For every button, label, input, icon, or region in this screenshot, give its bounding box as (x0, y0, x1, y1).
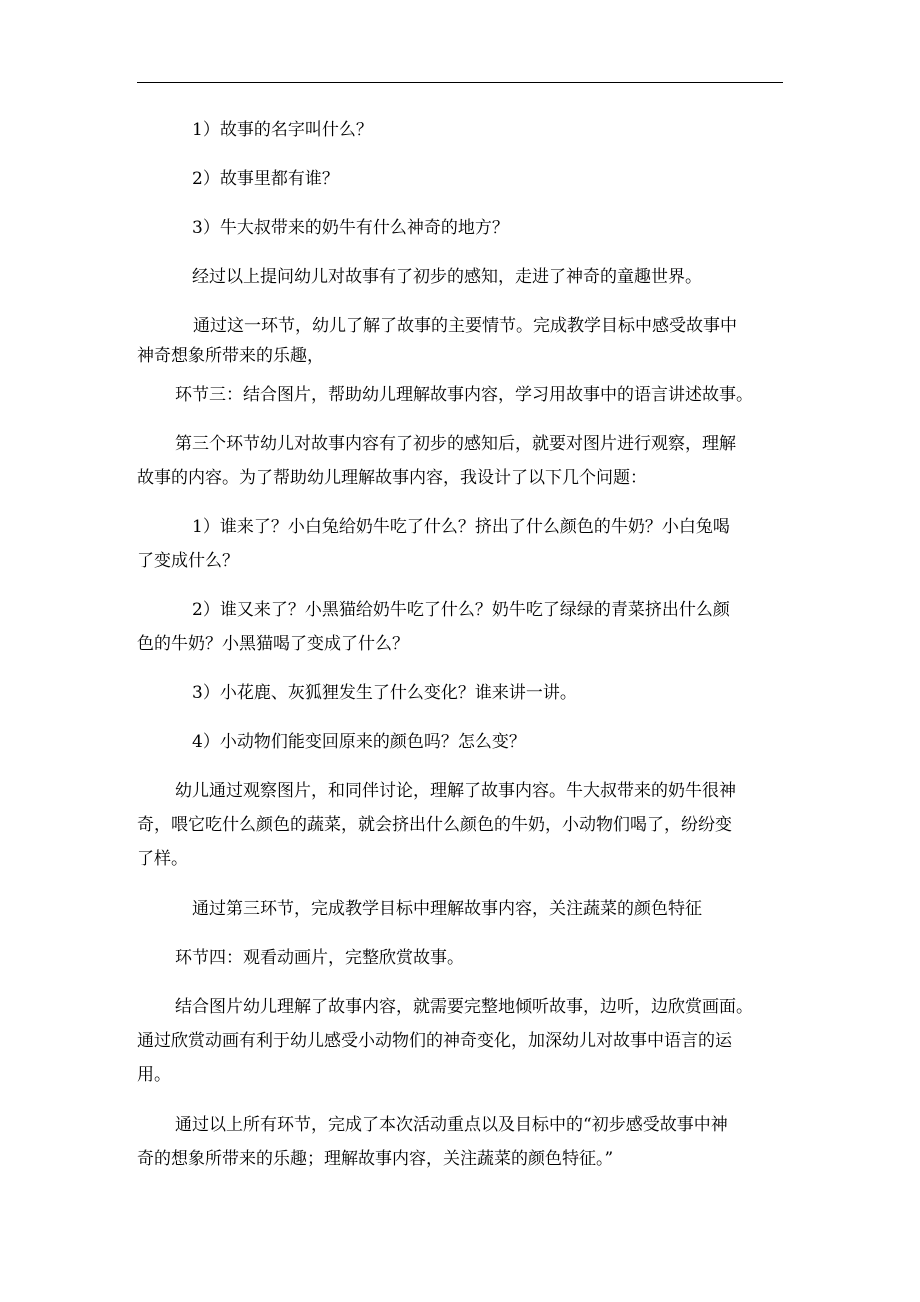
question-magic-cow (192, 211, 842, 245)
question-white-rabbit (137, 510, 787, 578)
text-line: 了变成什么？ (137, 551, 239, 571)
text-line: 用。 (137, 1065, 171, 1085)
text-line: 奇的想象所带来的乐趣；理解故事内容，关注蔬菜的颜色特征。” (137, 1149, 614, 1169)
question-black-cat (137, 593, 787, 661)
text-line: 通过以上所有环节，完成了本次活动重点以及目标中的“初步感受故事中神 (175, 1115, 728, 1135)
text-line: 结合图片幼儿理解了故事内容，就需要完整地倾听故事，边听，边欣赏画面。 (175, 997, 753, 1017)
paragraph-section-three-summary (192, 892, 842, 926)
question-characters (192, 162, 842, 196)
text-line: 经过以上提问幼儿对故事有了初步的感知，走进了神奇的童趣世界。 (192, 267, 702, 287)
text-line: 4）小动物们能变回原来的颜色吗？怎么变？ (192, 732, 526, 752)
text-line: 环节三：结合图片，帮助幼儿理解故事内容，学习用故事中的语言讲述故事。 (175, 385, 753, 405)
text-line: 环节四：观看动画片，完整欣赏故事。 (175, 948, 464, 968)
paragraph-section-summary (137, 309, 787, 373)
text-line: 通过这一环节，幼儿了解了故事的主要情节。完成教学目标中感受故事中 (193, 316, 737, 336)
question-restore-color (192, 725, 842, 759)
paragraph-section-three-intro (137, 427, 787, 495)
question-story-name (192, 113, 842, 147)
question-deer-fox (192, 676, 842, 710)
text-line: 3）小花鹿、灰狐狸发生了什么变化？谁来讲一讲。 (192, 683, 577, 703)
text-line: 3）牛大叔带来的奶牛有什么神奇的地方？ (192, 218, 509, 238)
text-line: 1）谁来了？小白兔给奶牛吃了什么？挤出了什么颜色的牛奶？小白兔喝 (192, 517, 730, 537)
paragraph-observation (137, 774, 787, 876)
paragraph-conclusion (137, 1108, 787, 1176)
text-line: 色的牛奶？小黑猫喝了变成了什么？ (137, 634, 409, 654)
text-line: 通过欣赏动画有利于幼儿感受小动物们的神奇变化，加深幼儿对故事中语言的运 (137, 1031, 732, 1051)
header-rule (137, 82, 783, 83)
text-line: 2）故事里都有谁？ (192, 169, 339, 189)
paragraph-initial-perception (192, 260, 842, 294)
text-line: 了样。 (137, 849, 188, 869)
text-line: 通过第三环节，完成教学目标中理解故事内容，关注蔬菜的颜色特征 (192, 899, 702, 919)
section-heading-three (175, 378, 825, 412)
text-line: 1）故事的名字叫什么？ (192, 120, 373, 140)
text-line: 2）谁又来了？小黑猫给奶牛吃了什么？奶牛吃了绿绿的青菜挤出什么颜 (192, 600, 730, 620)
paragraph-animation (137, 990, 787, 1092)
text-line: 故事的内容。为了帮助幼儿理解故事内容，我设计了以下几个问题： (137, 468, 647, 488)
text-line: 第三个环节幼儿对故事内容有了初步的感知后，就要对图片进行观察，理解 (175, 434, 736, 454)
text-line: 奇，喂它吃什么颜色的蔬菜，就会挤出什么颜色的牛奶，小动物们喝了，纷纷变 (137, 815, 732, 835)
text-line: 幼儿通过观察图片，和同伴讨论，理解了故事内容。牛大叔带来的奶牛很神 (175, 781, 736, 801)
text-line: 神奇想象所带来的乐趣， (137, 346, 324, 366)
section-heading-four (175, 941, 825, 975)
